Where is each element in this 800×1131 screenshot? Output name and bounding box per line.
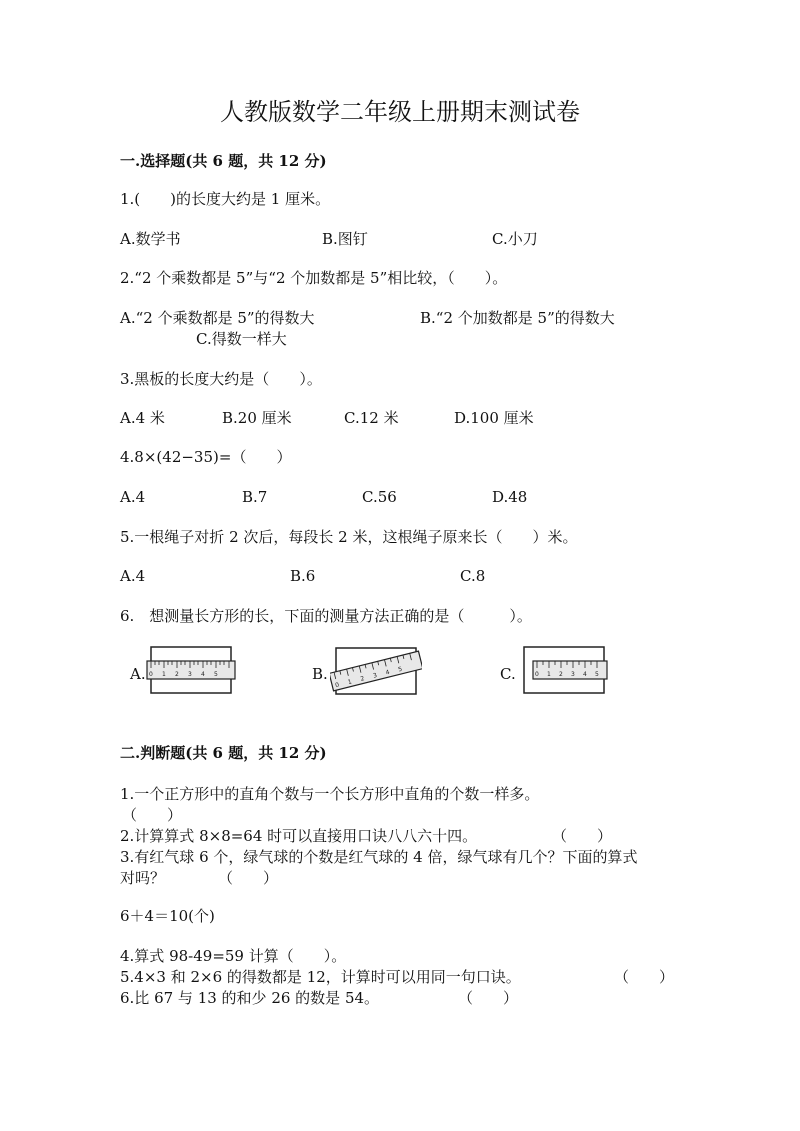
ruler-c-tick-3: 3 <box>571 671 575 678</box>
ruler-c-tick-4: 4 <box>583 671 587 678</box>
judge-2-answer-paren: （ ） <box>552 827 613 845</box>
question-5-option-b: B.6 <box>290 567 316 585</box>
question-3-option-c: C.12 米 <box>344 409 399 427</box>
question-5-option-a: A.4 <box>120 567 146 585</box>
question-2-stem: 2.“2 个乘数都是 5”与“2 个加数都是 5”相比较，（ ）。 <box>120 269 508 287</box>
judge-1-line-1: 1.一个正方形中的直角个数与一个长方形中直角的个数一样多。 <box>120 785 540 803</box>
judge-4-text: 4.算式 98-49=59 计算（ ）。 <box>120 947 347 965</box>
question-4-stem: 4.8×(42−35)=（ ） <box>120 448 292 466</box>
question-1-option-c: C.小刀 <box>492 230 538 248</box>
question-5-stem: 5.一根绳子对折 2 次后，每段长 2 米，这根绳子原来长（ ）米。 <box>120 528 578 546</box>
ruler-figure-a <box>146 644 238 696</box>
ruler-a-tick-2: 2 <box>175 671 179 678</box>
ruler-a-tick-0: 0 <box>149 671 153 678</box>
ruler-a-tick-1: 1 <box>162 671 166 678</box>
section-heading-choice: 一.选择题(共 6 题，共 12 分) <box>120 152 327 170</box>
question-5-option-c: C.8 <box>460 567 486 585</box>
question-2-option-a: A.“2 个乘数都是 5”的得数大 <box>120 309 315 327</box>
ruler-c-tick-5: 5 <box>595 671 599 678</box>
judge-1-answer-paren: （ ） <box>122 806 183 824</box>
ruler-b-tick-2: 2 <box>359 675 366 683</box>
question-4-option-c: C.56 <box>362 488 397 506</box>
question-4-option-d: D.48 <box>492 488 528 506</box>
question-6-option-a: A. <box>130 665 146 683</box>
judge-5-text: 5.4×3 和 2×6 的得数都是 12，计算时可以用同一句口诀。 <box>120 968 521 986</box>
question-3-stem: 3.黑板的长度大约是（ ）。 <box>120 370 322 388</box>
question-6-option-c: C. <box>500 665 516 683</box>
question-1-option-b: B.图钉 <box>322 230 368 248</box>
ruler-c-tick-0: 0 <box>535 671 539 678</box>
question-1-stem: 1.( )的长度大约是 1 厘米。 <box>120 190 331 208</box>
ruler-figure-c <box>518 644 610 696</box>
section-heading-judgement: 二.判断题(共 6 题，共 12 分) <box>120 744 327 762</box>
judge-5-answer-paren: （ ） <box>614 968 675 986</box>
judge-3-answer-paren: （ ） <box>218 869 279 887</box>
judge-2-text: 2.计算算式 8×8=64 时可以直接用口诀八八六十四。 <box>120 827 478 845</box>
ruler-c-tick-1: 1 <box>547 671 551 678</box>
ruler-figure-b <box>330 640 422 702</box>
ruler-c-tick-2: 2 <box>559 671 563 678</box>
question-4-option-b: B.7 <box>242 488 268 506</box>
question-2-option-c: C.得数一样大 <box>196 330 287 348</box>
judge-6-text: 6.比 67 与 13 的和少 26 的数是 54。 <box>120 989 380 1007</box>
question-4-option-a: A.4 <box>120 488 146 506</box>
judge-3-line-2: 对吗？ <box>120 869 166 887</box>
judge-6-answer-paren: （ ） <box>458 989 519 1007</box>
ruler-a-tick-3: 3 <box>188 671 192 678</box>
question-6-stem: 6. 想测量长方形的长，下面的测量方法正确的是（ ）。 <box>120 607 532 625</box>
ruler-b-tick-5: 5 <box>397 665 403 674</box>
ruler-a-tick-4: 4 <box>201 671 205 678</box>
ruler-a-tick-5: 5 <box>214 671 218 678</box>
page-title: 人教版数学二年级上册期末测试卷 <box>220 98 580 126</box>
ruler-b-tick-3: 3 <box>372 672 378 680</box>
question-3-option-d: D.100 厘米 <box>454 409 534 427</box>
ruler-b-tick-0: 0 <box>334 681 340 690</box>
judge-3-line-1: 3.有红气球 6 个，绿气球的个数是红气球的 4 倍，绿气球有几个？下面的算式 <box>120 848 638 866</box>
question-3-option-a: A.4 米 <box>120 409 165 427</box>
question-6-option-b: B. <box>312 665 328 683</box>
question-1-option-a: A.数学书 <box>120 230 181 248</box>
judge-3-formula: 6＋4＝10(个) <box>120 907 215 925</box>
ruler-b-tick-1: 1 <box>347 678 353 687</box>
question-2-option-b: B.“2 个加数都是 5”的得数大 <box>420 309 615 327</box>
question-3-option-b: B.20 厘米 <box>222 409 292 427</box>
ruler-b-tick-4: 4 <box>384 668 391 677</box>
